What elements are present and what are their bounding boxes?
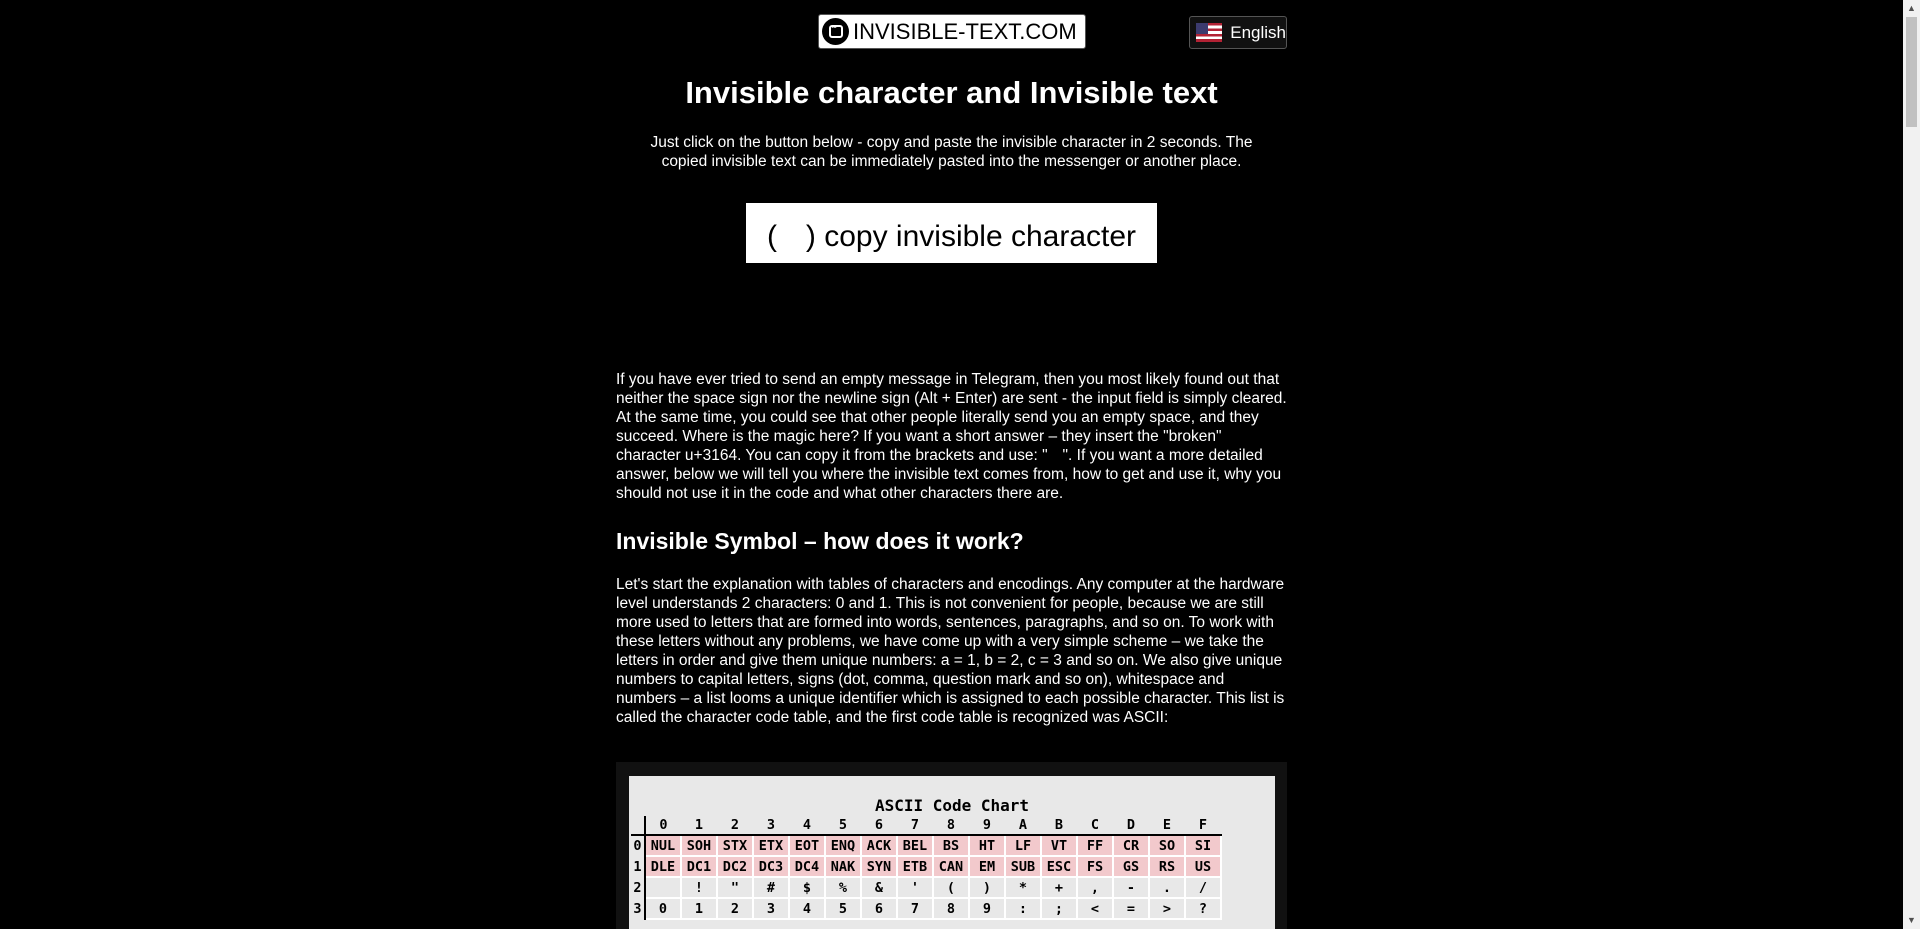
ascii-cell: VT — [1041, 835, 1077, 856]
ascii-cell: 3 — [753, 898, 789, 919]
row-header: 3 — [631, 898, 645, 919]
column-header: 7 — [897, 816, 933, 835]
ascii-cell: ENQ — [825, 835, 861, 856]
header — [616, 0, 1287, 60]
column-header: 3 — [753, 816, 789, 835]
ascii-cell: EOT — [789, 835, 825, 856]
ascii-cell: 6 — [861, 898, 897, 919]
ascii-cell: 4 — [789, 898, 825, 919]
ascii-cell: ? — [1185, 898, 1221, 919]
column-header: 4 — [789, 816, 825, 835]
column-header: 5 — [825, 816, 861, 835]
scroll-thumb[interactable] — [1906, 17, 1917, 127]
ascii-cell: 0 — [645, 898, 681, 919]
ascii-cell: $ — [789, 877, 825, 898]
ascii-cell: : — [1005, 898, 1041, 919]
paragraph-telegram: If you have ever tried to send an empty message in Telegram, then you most likely found out that neither the space sign nor the newline sign (Alt + Enter) are sent - the input field is simply cleared. At the same time, you could see that other people literally send you an empty space, and they succeed. Where is the magic here? If you want a short answer – they insert the "broken" character u+3164. You can copy it from the brackets and use: "ㅤ". If you want a more detailed answer, below we will tell you where the invisible text comes from, how to get and use it, why you should not use it in the code and what other characters there are. — [616, 371, 1287, 502]
table-row — [631, 835, 1221, 856]
ascii-cell: ' — [897, 877, 933, 898]
ascii-chart — [629, 776, 1275, 929]
chat-bubble-icon — [822, 18, 849, 45]
row-header: 0 — [631, 835, 645, 856]
us-flag-icon — [1196, 23, 1222, 42]
ascii-cell: 7 — [897, 898, 933, 919]
ascii-cell: NUL — [645, 835, 681, 856]
ascii-cell: # — [753, 877, 789, 898]
table-row — [631, 877, 1221, 898]
ascii-cell: ! — [681, 877, 717, 898]
ascii-cell: " — [717, 877, 753, 898]
row-header: 1 — [631, 856, 645, 877]
ascii-cell: . — [1149, 877, 1185, 898]
ascii-cell: FF — [1077, 835, 1113, 856]
column-header: D — [1113, 816, 1149, 835]
ascii-cell: DLE — [645, 856, 681, 877]
page-title: Invisible character and Invisible text — [685, 75, 1218, 110]
ascii-cell: DC4 — [789, 856, 825, 877]
ascii-cell: % — [825, 877, 861, 898]
column-header: 6 — [861, 816, 897, 835]
scroll-up-arrow-icon[interactable]: ▲ — [1907, 3, 1916, 13]
chart-title: ASCII Code Chart — [874, 796, 1030, 815]
ascii-cell: GS — [1113, 856, 1149, 877]
ascii-cell: SYN — [861, 856, 897, 877]
site-logo[interactable] — [818, 14, 1086, 49]
page — [616, 0, 1287, 929]
ascii-cell: DC2 — [717, 856, 753, 877]
ascii-cell — [645, 877, 681, 898]
ascii-chart-container — [616, 762, 1287, 929]
ascii-cell: EM — [969, 856, 1005, 877]
ascii-cell: , — [1077, 877, 1113, 898]
table-row — [631, 856, 1221, 877]
ascii-cell: < — [1077, 898, 1113, 919]
corner-cell — [631, 816, 645, 835]
column-header: E — [1149, 816, 1185, 835]
column-header: 2 — [717, 816, 753, 835]
column-header: 8 — [933, 816, 969, 835]
ascii-cell: CAN — [933, 856, 969, 877]
ascii-table — [631, 816, 1222, 920]
scrollbar[interactable] — [1903, 0, 1920, 929]
language-label: English — [1230, 22, 1286, 42]
ascii-cell: 8 — [933, 898, 969, 919]
ascii-cell: BEL — [897, 835, 933, 856]
column-header: B — [1041, 816, 1077, 835]
ascii-cell: 1 — [681, 898, 717, 919]
ascii-cell: - — [1113, 877, 1149, 898]
ascii-cell: > — [1149, 898, 1185, 919]
ascii-cell: ESC — [1041, 856, 1077, 877]
ascii-cell: + — [1041, 877, 1077, 898]
ascii-cell: / — [1185, 877, 1221, 898]
ascii-cell: * — [1005, 877, 1041, 898]
paragraph-encodings: Let's start the explanation with tables of characters and encodings. Any computer at the hardware level understands 2 characters: 0 and 1. This is not convenient for people, because we are still more used to letters that are formed into words, sentences, paragraphs, and so on. To work with these letters without any problems, we have come up with a very simple scheme – we take the letters in order and give them unique numbers: a = 1, b = 2, c = 3 and so on. We also give unique numbers to capital letters, signs (dot, comma, question mark and so on), whitespace and numbers – a list looms a unique identifier which is assigned to each possible character. This list is called the character code table, and the first code table is recognized was ASCII: — [616, 576, 1285, 726]
logo-text: INVISIBLE-TEXT.COM — [853, 18, 1077, 44]
ascii-cell: ACK — [861, 835, 897, 856]
column-header: A — [1005, 816, 1041, 835]
ascii-cell: 5 — [825, 898, 861, 919]
ascii-cell: 9 — [969, 898, 1005, 919]
ascii-cell: = — [1113, 898, 1149, 919]
ascii-cell: RS — [1149, 856, 1185, 877]
ascii-cell: & — [861, 877, 897, 898]
column-header: 9 — [969, 816, 1005, 835]
intro-text: Just click on the button below - copy and paste the invisible character in 2 seconds. The copied invisible text can be immediately pasted into the messenger or another place. — [650, 134, 1253, 170]
ascii-cell: HT — [969, 835, 1005, 856]
ascii-cell: SUB — [1005, 856, 1041, 877]
ascii-cell: FS — [1077, 856, 1113, 877]
language-selector[interactable] — [1189, 16, 1287, 49]
copy-invisible-character-button[interactable]: (ㅤ) copy invisible character — [746, 203, 1157, 263]
ascii-cell: 2 — [717, 898, 753, 919]
row-header: 2 — [631, 877, 645, 898]
column-header: 1 — [681, 816, 717, 835]
ascii-cell: LF — [1005, 835, 1041, 856]
ascii-cell: US — [1185, 856, 1221, 877]
ascii-cell: ) — [969, 877, 1005, 898]
ascii-cell: SOH — [681, 835, 717, 856]
column-header: C — [1077, 816, 1113, 835]
ascii-cell: SI — [1185, 835, 1221, 856]
ascii-cell: ( — [933, 877, 969, 898]
section-heading: Invisible Symbol – how does it work? — [616, 528, 1024, 554]
ascii-cell: ; — [1041, 898, 1077, 919]
ascii-cell: NAK — [825, 856, 861, 877]
ascii-cell: DC1 — [681, 856, 717, 877]
ascii-cell: BS — [933, 835, 969, 856]
column-header: 0 — [645, 816, 681, 835]
ascii-cell: DC3 — [753, 856, 789, 877]
ascii-cell: SO — [1149, 835, 1185, 856]
ascii-cell: ETX — [753, 835, 789, 856]
ascii-cell: ETB — [897, 856, 933, 877]
ascii-cell: CR — [1113, 835, 1149, 856]
table-row — [631, 898, 1221, 919]
scroll-down-arrow-icon[interactable]: ▼ — [1907, 915, 1916, 925]
ascii-cell: STX — [717, 835, 753, 856]
column-header: F — [1185, 816, 1221, 835]
